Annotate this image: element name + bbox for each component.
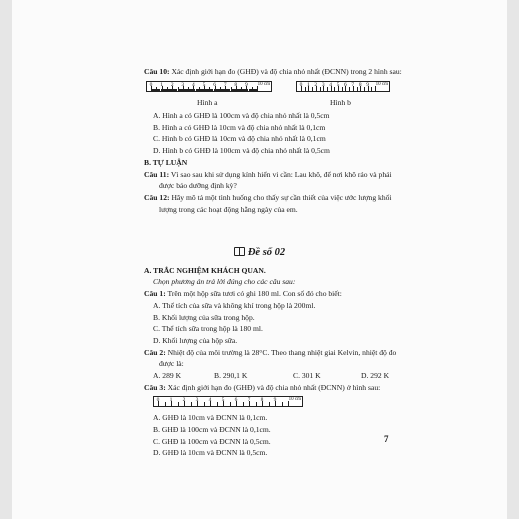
ruler-number: 9 [245, 82, 248, 88]
q12-line1 [144, 193, 392, 203]
ruler-tick [349, 87, 350, 91]
q10-option-b: B. Hình a có GHĐ là 10cm và độ chia nhỏ nhất là 0,1cm [153, 123, 326, 132]
ruler-tick [230, 402, 231, 406]
book-page [12, 0, 507, 519]
ruler-tick [327, 87, 328, 91]
ruler-number: 6 [344, 82, 347, 88]
ruler-number: 1 [169, 397, 173, 403]
ruler-number: 8 [234, 82, 238, 88]
ruler-figure-a [146, 81, 272, 92]
ruler-number: 9 [366, 82, 369, 88]
exam-2-title: Đề số 02 [247, 247, 286, 258]
ruler-tick [282, 402, 283, 406]
ruler-tick [204, 402, 205, 406]
ruler-tick [364, 87, 365, 91]
ruler-number: 8 [358, 82, 362, 88]
q3-option-b: B. GHĐ là 100cm và ĐCNN là 0,1cm. [153, 425, 271, 434]
ruler-number: 0 [299, 82, 303, 88]
ruler-number: 7 [247, 397, 251, 403]
q3-question [144, 383, 380, 393]
ruler-number: 4 [208, 397, 212, 403]
q3-option-a: A. GHĐ là 10cm và ĐCNN là 0,1cm. [153, 413, 268, 422]
ruler-number: 7 [351, 82, 355, 88]
ruler-tick [217, 402, 218, 406]
ruler-number: 8 [260, 397, 264, 403]
q11-label: Câu 11: [144, 170, 170, 179]
q2-option-c: C. 301 K [293, 371, 321, 380]
part-a-title: A. TRẮC NGHIỆM KHÁCH QUAN. [144, 266, 266, 275]
ruler-tick [256, 402, 257, 406]
part-b-title: B. TỰ LUẬN [144, 158, 188, 167]
ruler-number: 10 cm [375, 82, 388, 87]
q10-option-d: D. Hình b có GHĐ là 100cm và độ chia nhỏ nhất là 0,5cm [153, 146, 330, 155]
ruler-number: 2 [170, 82, 174, 88]
q12-label: Câu 12: [144, 193, 170, 202]
q10-text: Xác định giới hạn đo (GHĐ) và độ chia nhỏ nhất (ĐCNN) trong 2 hình sau: [171, 67, 402, 76]
book-icon [234, 247, 245, 256]
q1-option-b: B. Khối lượng của sữa trong hộp. [153, 313, 255, 322]
q12-text-2: lượng trong các hoạt động hằng ngày của em. [159, 205, 298, 214]
ruler-number: 2 [182, 397, 186, 403]
q12-text-1: Hãy mô tả một tình huống cho thấy sự cần thiết của việc ước lượng khối [171, 193, 392, 202]
q2-option-b: B. 290,1 K [214, 371, 248, 380]
q2-text-1: Nhiệt độ của môi trường là 28°C. Theo thang nhiệt giai Kelvin, nhiệt độ đo [167, 348, 397, 357]
ruler-tick [357, 87, 358, 91]
ruler-number: 4 [192, 82, 195, 88]
q10-question [144, 67, 402, 77]
q2-option-d: D. 292 K [361, 371, 390, 380]
ruler-tick [269, 402, 270, 406]
fig-b-caption: Hình b [330, 98, 351, 107]
exam-2-heading [12, 247, 507, 258]
instruction: Chọn phương án trả lời đúng cho các câu sau: [153, 277, 296, 286]
q3-label: Câu 3: [144, 383, 166, 392]
q10-option-a: A. Hình a có GHĐ là 100cm và độ chia nhỏ nhất là 0,5cm [153, 111, 330, 120]
ruler-number: 5 [202, 82, 206, 88]
q11-text-2: được bảo dưỡng định kỳ? [159, 181, 237, 190]
ruler-number: 5 [336, 82, 340, 88]
ruler-tick [178, 402, 179, 406]
ruler-number: 7 [223, 82, 227, 88]
ruler-tick [165, 402, 166, 406]
q1-option-d: D. Khối lượng của hộp sữa. [153, 336, 238, 345]
ruler-number: 1 [307, 82, 310, 88]
q10-label: Câu 10: [144, 67, 170, 76]
ruler-number: 0 [149, 82, 153, 88]
ruler-tick [320, 87, 321, 91]
ruler-number: 0 [156, 397, 160, 403]
ruler-number: 1 [160, 82, 163, 88]
q11-text-1: Vì sao sau khi sử dụng kính hiển vi cần: Lau khô, để nơi khô ráo và phải [170, 170, 392, 179]
q3-option-c: C. GHĐ là 100cm và ĐCNN là 0,5cm. [153, 437, 271, 446]
q10-option-c: C. Hình b có GHĐ là 10cm và độ chia nhỏ nhất là 0,1cm [153, 134, 326, 143]
q2-option-a: A. 289 K [153, 371, 182, 380]
q2-label: Câu 2: [144, 348, 166, 357]
q2-text-2: được là: [159, 359, 184, 368]
ruler-tick [334, 87, 335, 91]
ruler-tick [312, 87, 313, 91]
q1-question [144, 289, 342, 299]
page-number: 7 [384, 434, 389, 444]
q3-text: Xác định giới hạn đo (GHĐ) và độ chia nhỏ nhất (ĐCNN) ở hình sau: [167, 383, 381, 392]
ruler-number: 3 [181, 82, 185, 88]
ruler-number: 5 [221, 397, 225, 403]
ruler-tick [191, 402, 192, 406]
ruler-number: 9 [273, 397, 277, 403]
ruler-figure-q3 [153, 396, 303, 407]
q11-line1 [144, 170, 392, 180]
ruler-number: 6 [213, 82, 216, 88]
fig-a-caption: Hình a [197, 98, 218, 107]
ruler-number: 6 [234, 397, 238, 403]
q1-label: Câu 1: [144, 289, 166, 298]
ruler-number: 3 [195, 397, 199, 403]
q2-line1 [144, 348, 396, 358]
ruler-tick [371, 87, 372, 91]
ruler-tick [243, 402, 244, 406]
q1-text: Trên một hộp sữa tươi có ghi 180 ml. Con số đó cho biết: [167, 289, 342, 298]
ruler-number: 2 [314, 82, 318, 88]
q1-option-a: A. Thể tích của sữa và không khí trong hộp là 200ml. [153, 301, 316, 310]
ruler-figure-b [296, 81, 390, 92]
ruler-number: 4 [329, 82, 332, 88]
ruler-number: 10 cm [257, 82, 270, 87]
ruler-number: 3 [321, 82, 325, 88]
q1-option-c: C. Thể tích sữa trong hộp là 180 ml. [153, 324, 263, 333]
ruler-number: 10 cm [288, 397, 301, 402]
q3-option-d: D. GHĐ là 10cm và ĐCNN là 0,5cm. [153, 448, 268, 457]
ruler-tick [305, 87, 306, 91]
ruler-tick [342, 87, 343, 91]
